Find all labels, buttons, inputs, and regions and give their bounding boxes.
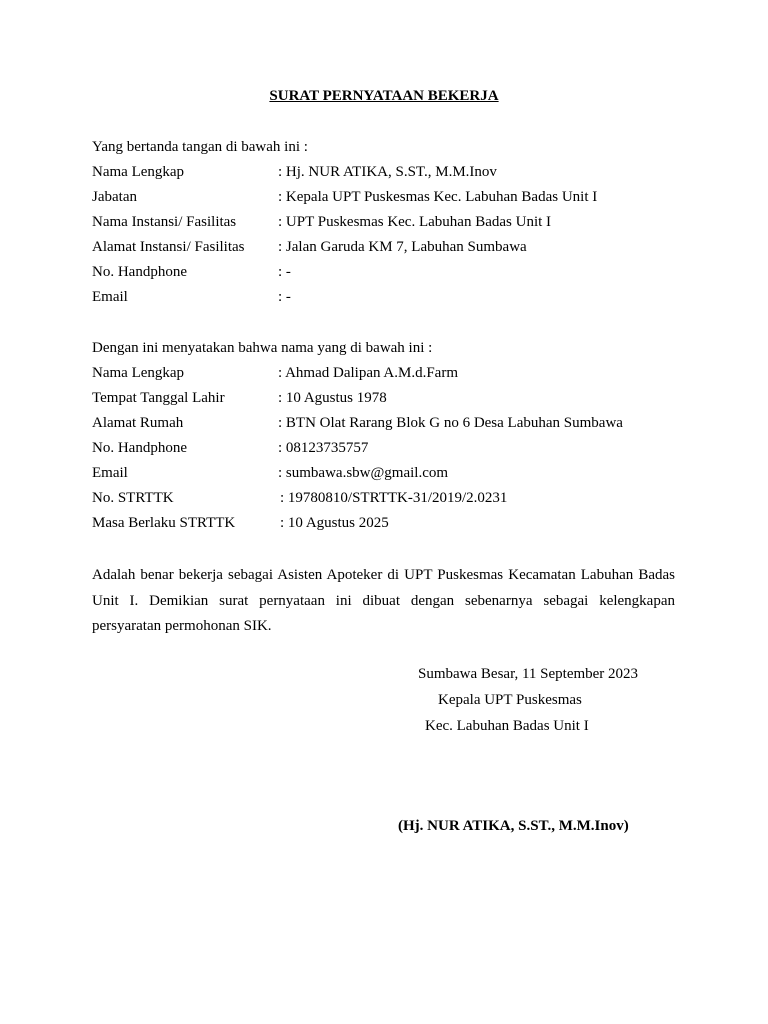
document-title: SURAT PERNYATAAN BEKERJA [269,88,499,104]
field-value: : 19780810/STRTTK-31/2019/2.0231 [280,490,508,506]
field-label: Jabatan [92,189,137,205]
intro-signer: Yang bertanda tangan di bawah ini : [92,139,308,155]
field-label: Alamat Instansi/ Fasilitas [92,239,245,255]
field-value: : sumbawa.sbw@gmail.com [278,465,449,481]
field-label: Nama Lengkap [92,164,185,180]
signature-place-date: Sumbawa Besar, 11 September 2023 [418,666,639,682]
field-label: Alamat Rumah [92,415,184,431]
field-value: : Kepala UPT Puskesmas Kec. Labuhan Badas Unit I [278,189,598,205]
statement-paragraph: Adalah benar bekerja sebagai Asisten Apoteker di UPT Puskesmas Kecamatan Labuhan Badas Unit I. Demikian surat pernyataan ini dibuat dengan sebenarnya sebagai kelengkapan persyaratan permohonan SIK. [92,567,675,634]
field-label: No. Handphone [92,264,187,280]
field-label: Masa Berlaku STRTTK [92,515,236,531]
field-label: Email [92,289,128,305]
field-value: : Jalan Garuda KM 7, Labuhan Sumbawa [278,239,527,255]
signature-position-line2: Kec. Labuhan Badas Unit I [425,718,589,734]
field-value: : 08123735757 [278,440,369,456]
signature-position-line1: Kepala UPT Puskesmas [438,692,582,708]
field-label: No. STRTTK [92,490,174,506]
field-label: Email [92,465,128,481]
field-value: : 10 Agustus 1978 [278,390,387,406]
field-value: : UPT Puskesmas Kec. Labuhan Badas Unit I [278,214,552,230]
field-value: : 10 Agustus 2025 [280,515,389,531]
field-label: Tempat Tanggal Lahir [92,390,225,406]
field-label: Nama Lengkap [92,365,185,381]
field-value: : BTN Olat Rarang Blok G no 6 Desa Labuhan Sumbawa [278,415,623,431]
intro-subject: Dengan ini menyatakan bahwa nama yang di bawah ini : [92,340,433,356]
field-value: : - [278,264,291,280]
field-label: No. Handphone [92,440,187,456]
field-value: : - [278,289,291,305]
field-value: : Ahmad Dalipan A.M.d.Farm [278,365,458,381]
field-value: : Hj. NUR ATIKA, S.ST., M.M.Inov [278,164,497,180]
field-label: Nama Instansi/ Fasilitas [92,214,237,230]
signature-name: (Hj. NUR ATIKA, S.ST., M.M.Inov) [398,818,629,834]
